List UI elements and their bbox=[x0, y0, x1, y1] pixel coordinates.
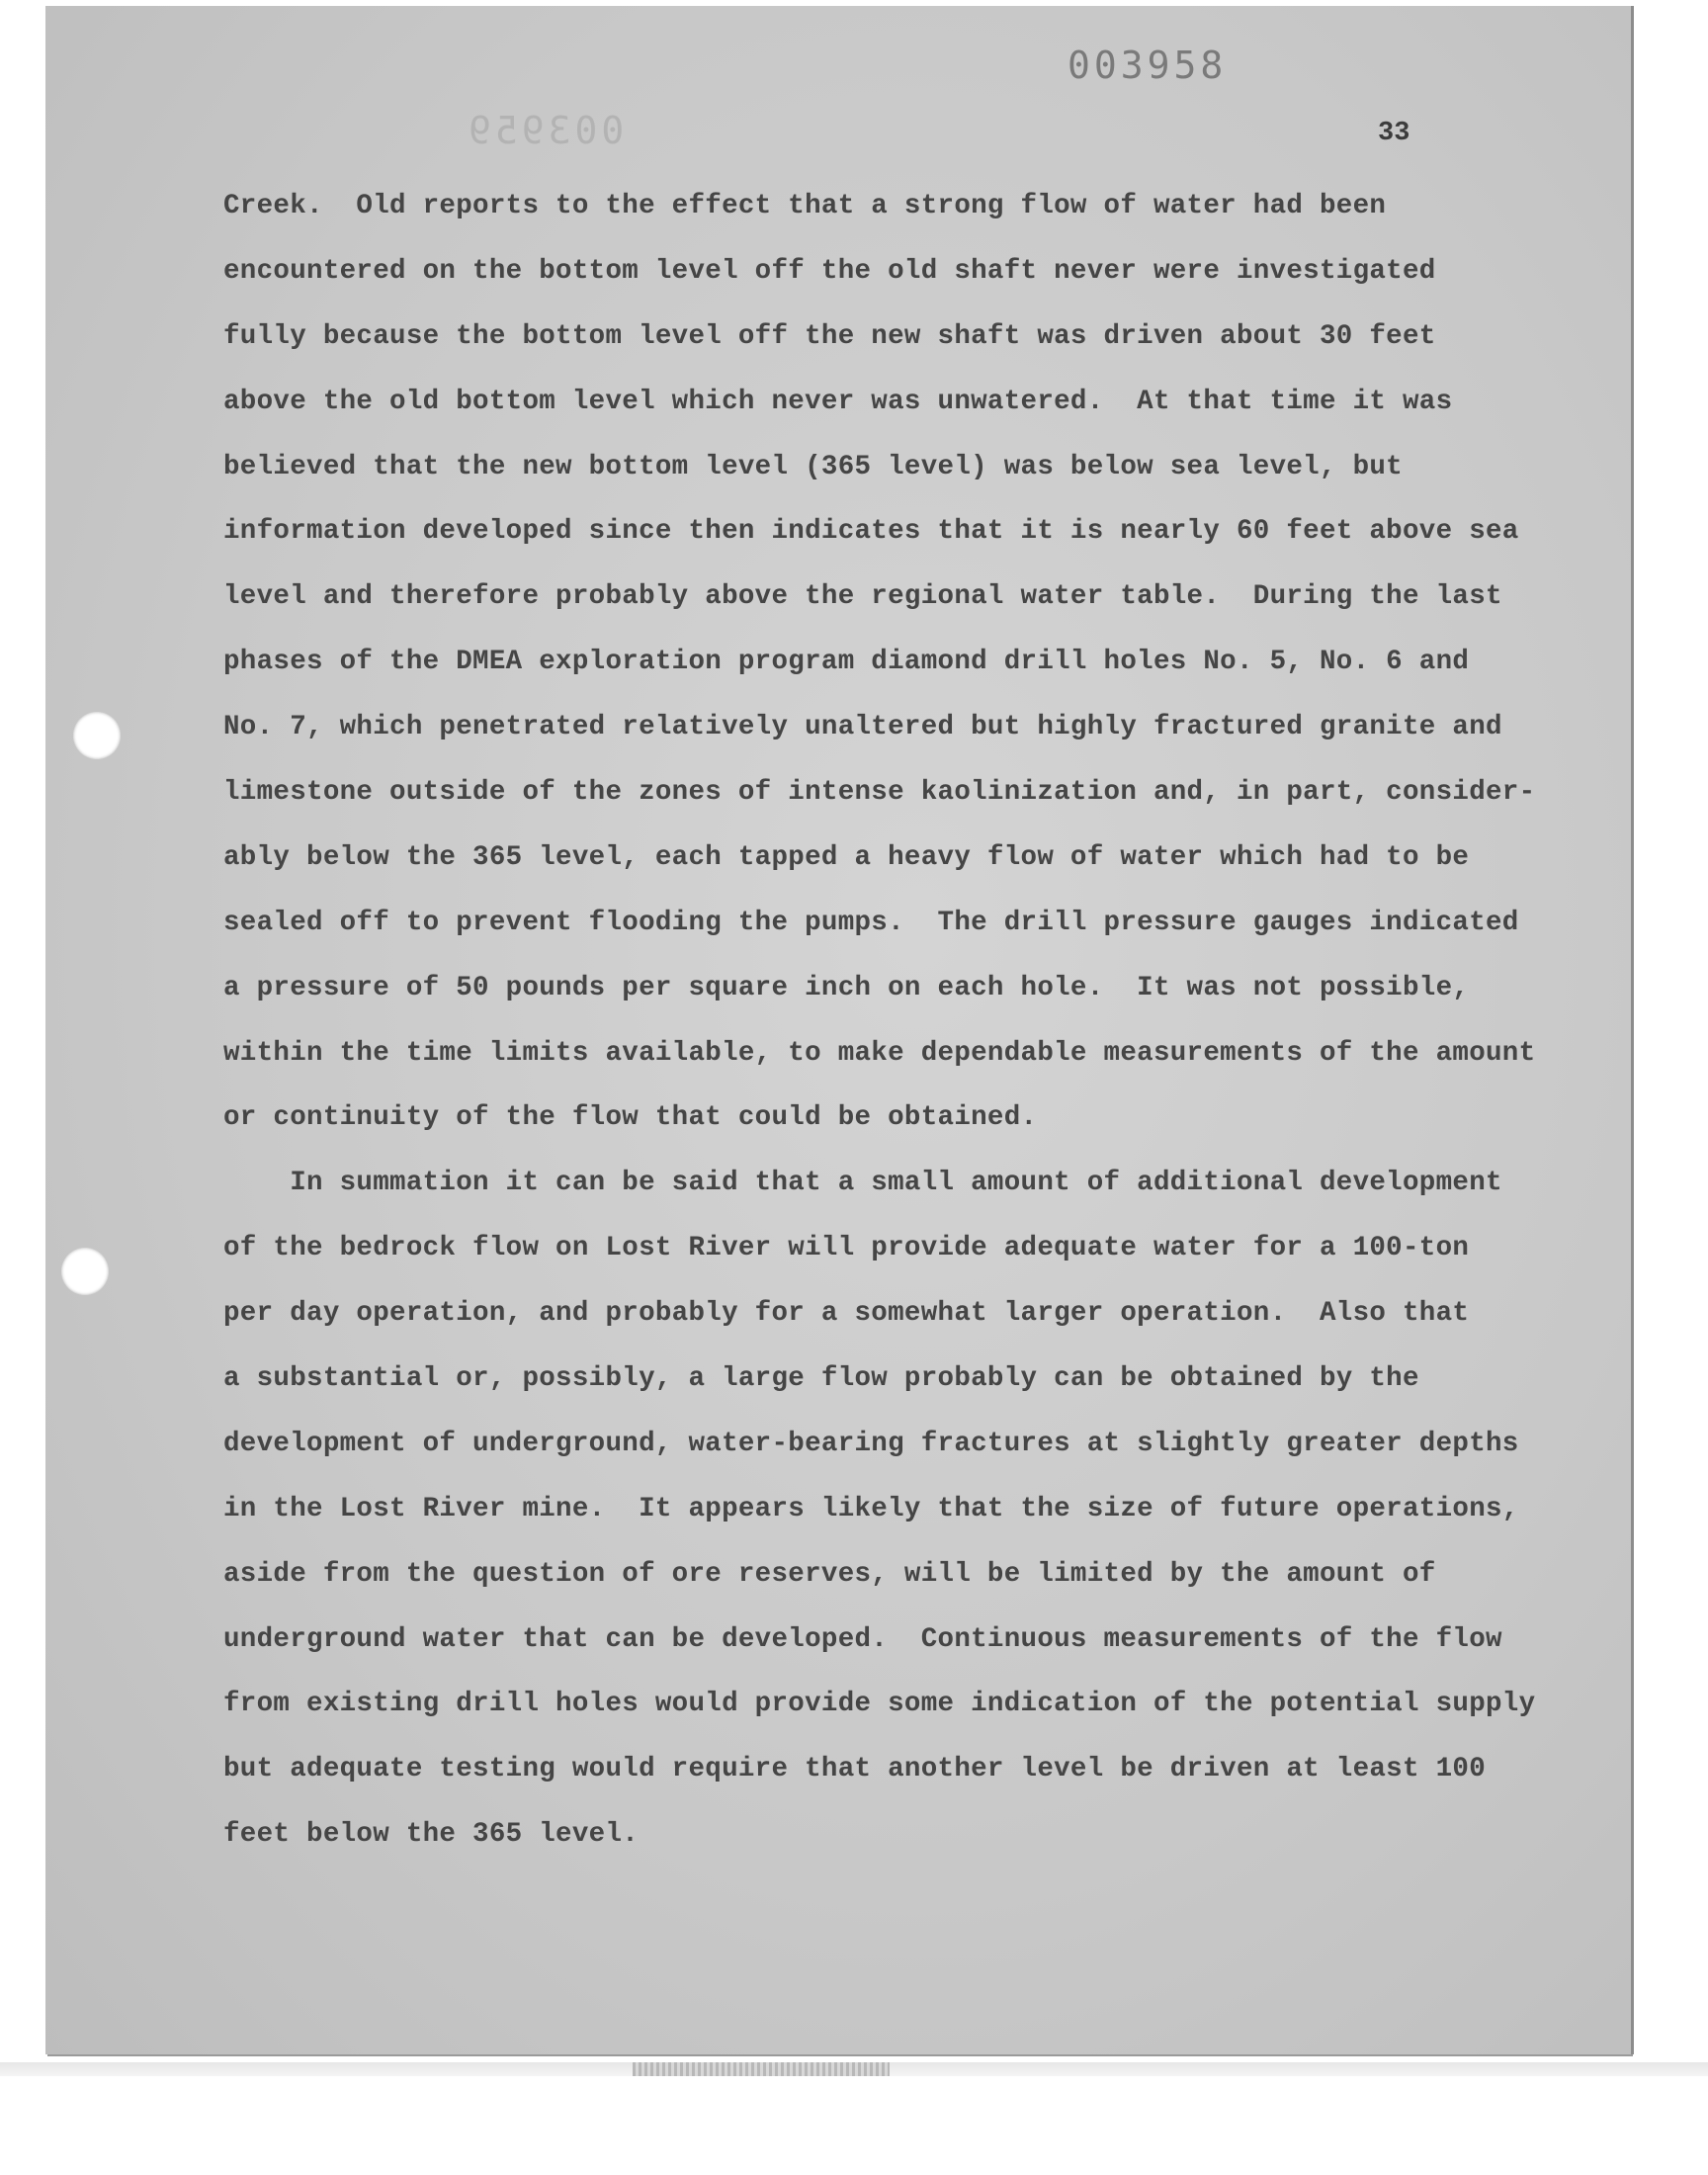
text-line: No. 7, which penetrated relatively unaltered but highly fractured granite and bbox=[223, 712, 1502, 743]
text-line: above the old bottom level which never was unwatered. At that time it was bbox=[223, 386, 1453, 417]
text-line: level and therefore probably above the regional water table. During the last bbox=[223, 581, 1502, 613]
text-line: within the time limits available, to make dependable measurements of the amount bbox=[223, 1037, 1536, 1069]
punch-hole-top bbox=[73, 712, 121, 759]
scanner-artifact bbox=[633, 2062, 890, 2076]
text-line: fully because the bottom level off the new shaft was driven about 30 feet bbox=[223, 320, 1436, 352]
text-line: information developed since then indicates that it is nearly 60 feet above sea bbox=[223, 516, 1519, 548]
text-line: ably below the 365 level, each tapped a heavy flow of water which had to be bbox=[223, 841, 1470, 873]
page-edge bbox=[1631, 6, 1634, 2054]
text-line: underground water that can be developed. Continuous measurements of the flow bbox=[223, 1623, 1502, 1655]
text-line: per day operation, and probably for a somewhat larger operation. Also that bbox=[223, 1298, 1470, 1330]
text-line: or continuity of the flow that could be obtained. bbox=[223, 1102, 1038, 1134]
text-line: Creek. Old reports to the effect that a strong flow of water had been bbox=[223, 191, 1387, 221]
text-line: aside from the question of ore reserves, will be limited by the amount of bbox=[223, 1558, 1436, 1590]
text-line: development of underground, water-bearing fractures at slightly greater depths bbox=[223, 1428, 1519, 1459]
text-line: phases of the DMEA exploration program diamond drill holes No. 5, No. 6 and bbox=[223, 647, 1470, 678]
faint-stamp-number: 003959 bbox=[465, 109, 625, 152]
text-line: In summation it can be said that a small amount of additional development bbox=[223, 1168, 1502, 1199]
text-line: limestone outside of the zones of intense kaolinization and, in part, consider- bbox=[223, 777, 1536, 809]
text-line: a pressure of 50 pounds per square inch on each hole. It was not possible, bbox=[223, 972, 1470, 1003]
text-line: but adequate testing would require that another level be driven at least 100 bbox=[223, 1754, 1487, 1785]
text-line: from existing drill holes would provide some indication of the potential supply bbox=[223, 1689, 1536, 1720]
text-line: of the bedrock flow on Lost River will provide adequate water for a 100-ton bbox=[223, 1233, 1470, 1264]
page-number: 33 bbox=[1378, 119, 1410, 148]
text-line: believed that the new bottom level (365 level) was below sea level, but bbox=[223, 451, 1403, 482]
stamp-number: 003958 bbox=[1068, 44, 1228, 87]
text-line: feet below the 365 level. bbox=[223, 1819, 640, 1851]
text-line: in the Lost River mine. It appears likely that the size of future operations, bbox=[223, 1493, 1519, 1524]
text-line: encountered on the bottom level off the old shaft never were investigated bbox=[223, 255, 1436, 287]
text-line: sealed off to prevent flooding the pumps. The drill pressure gauges indicated bbox=[223, 907, 1519, 938]
text-line: a substantial or, possibly, a large flow probably can be obtained by the bbox=[223, 1363, 1419, 1395]
body-text bbox=[223, 174, 1548, 1868]
punch-hole-bottom bbox=[61, 1248, 109, 1295]
